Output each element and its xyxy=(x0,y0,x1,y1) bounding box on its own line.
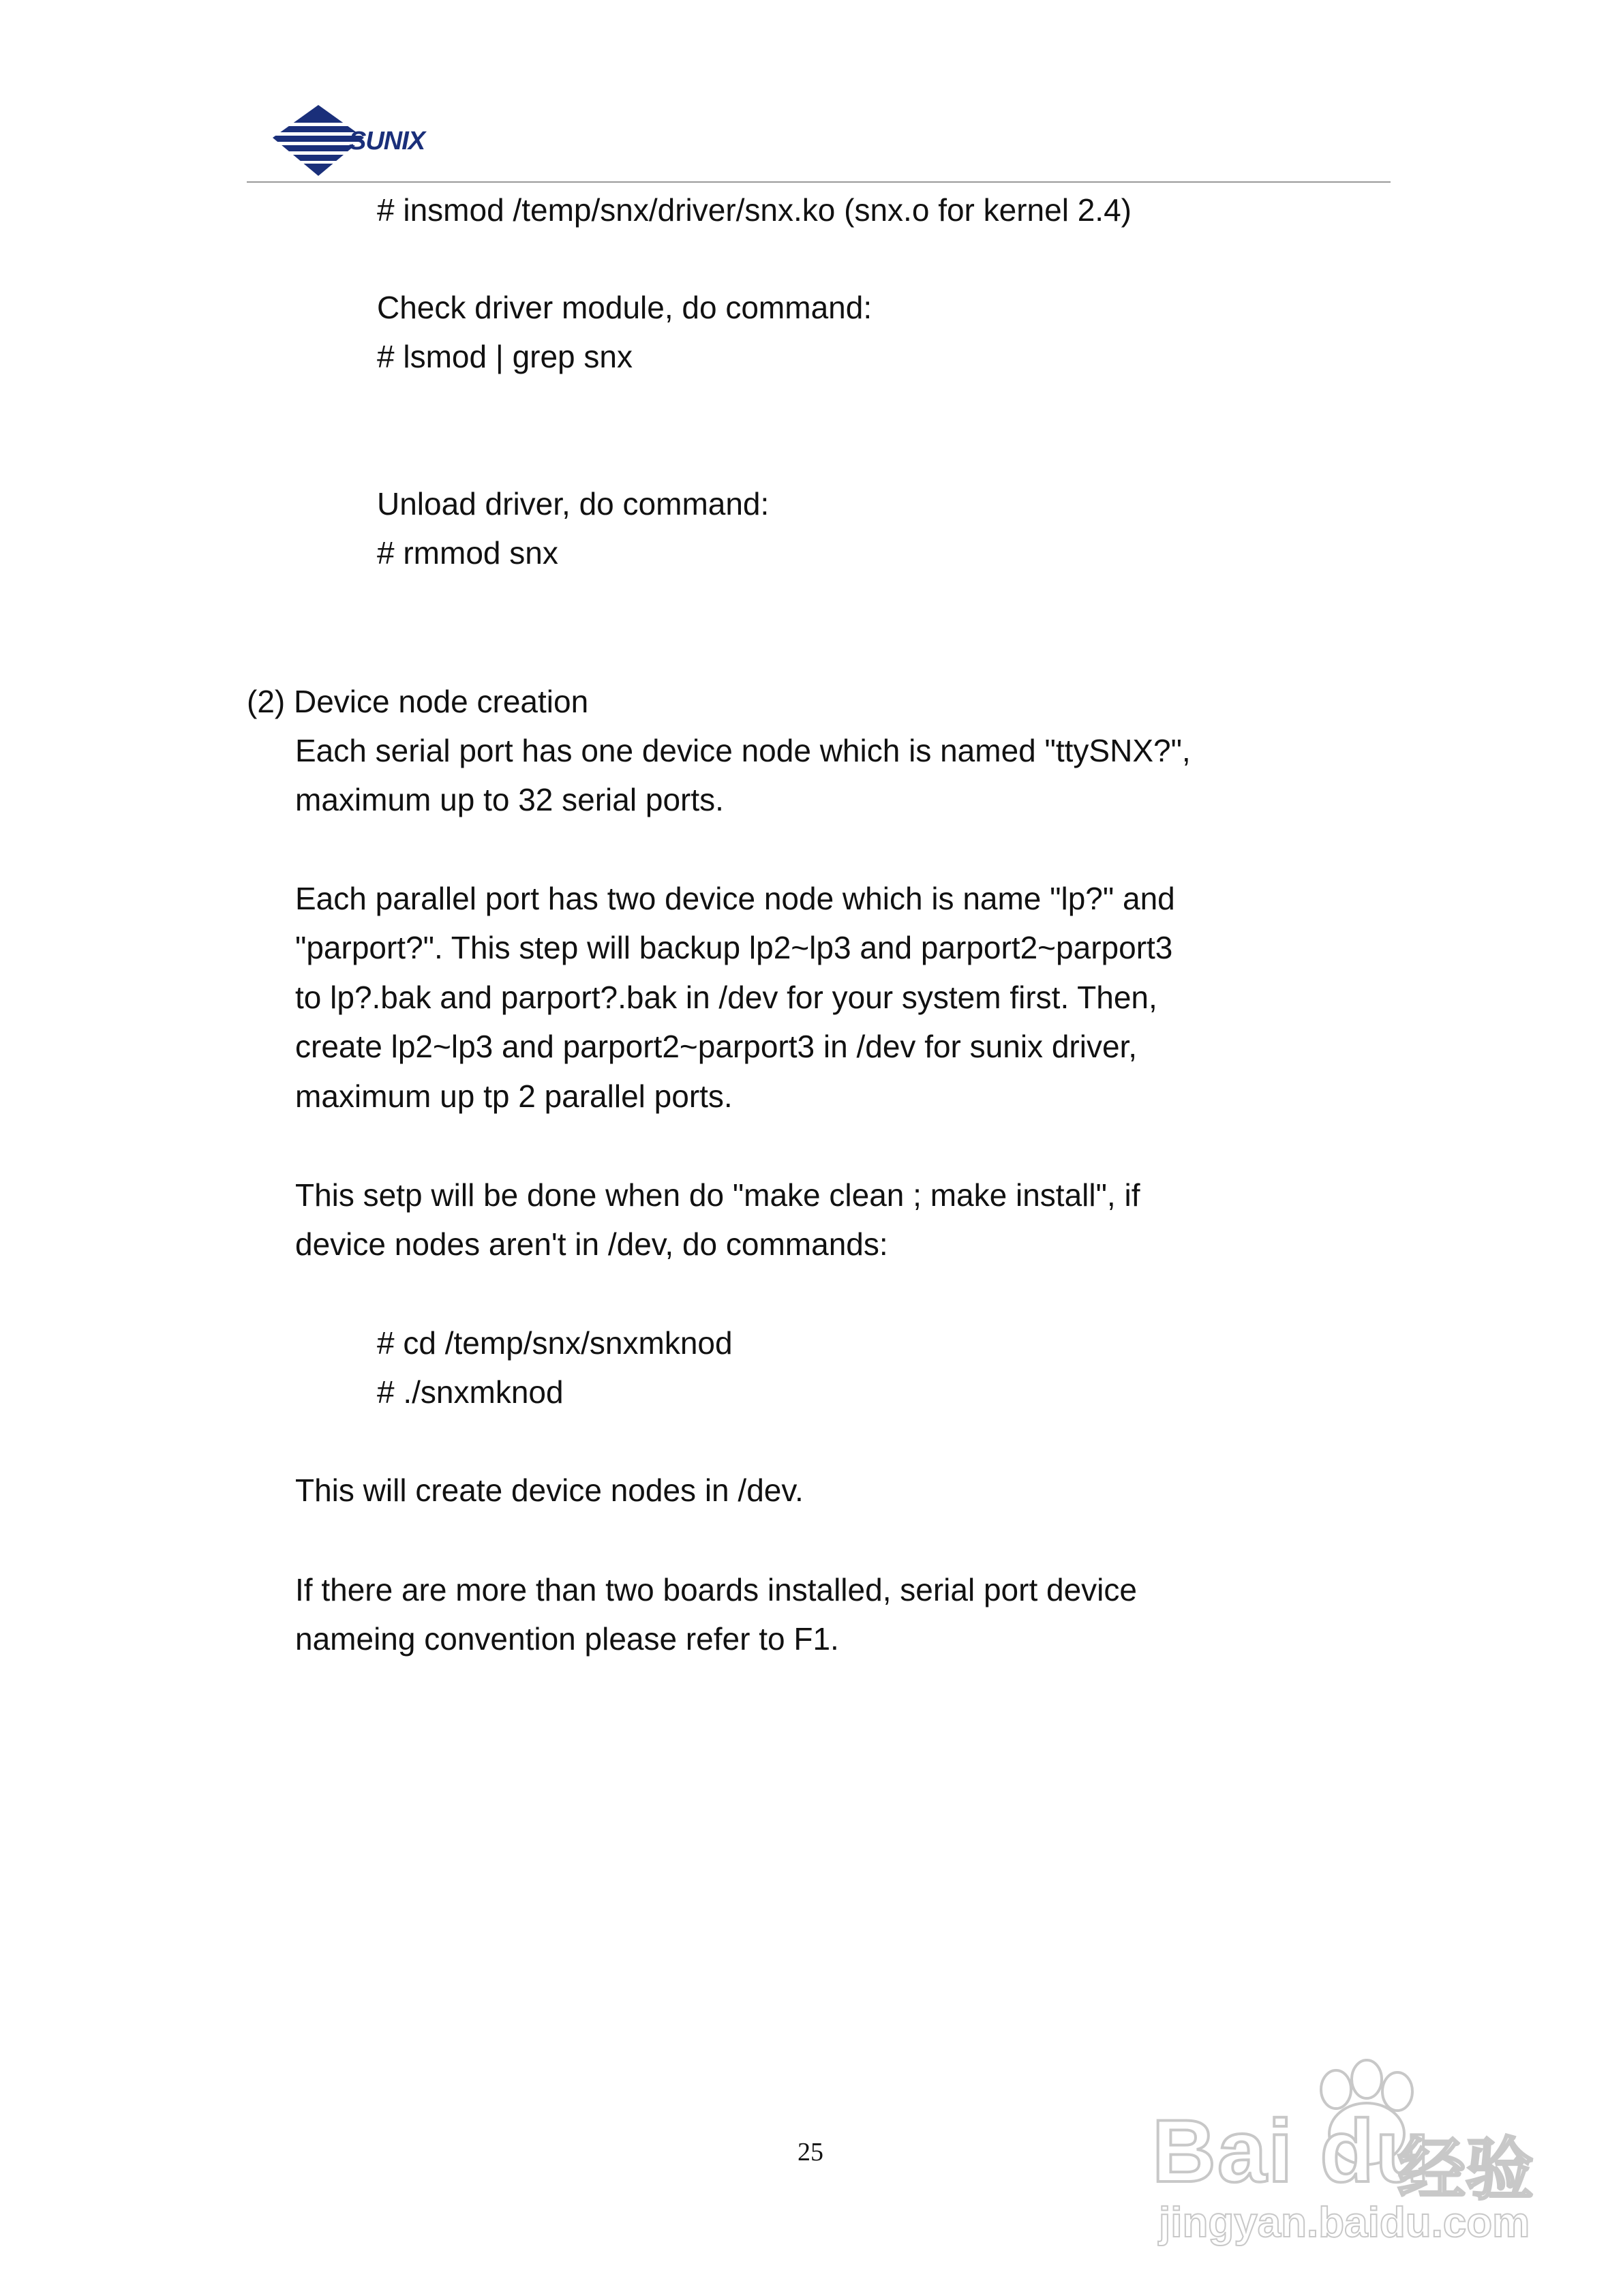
logo-wordmark: SUNIX xyxy=(349,127,425,155)
body-line: Unload driver, do command: xyxy=(377,486,770,522)
command-line: # ./snxmknod xyxy=(377,1374,564,1410)
body-line: create lp2~lp3 and parport2~parport3 in /dev for sunix driver, xyxy=(295,1029,1138,1064)
body-line: device nodes aren't in /dev, do commands: xyxy=(295,1226,888,1262)
header-divider xyxy=(247,181,1391,183)
body-line: # insmod /temp/snx/driver/snx.ko (snx.o for kernel 2.4) xyxy=(377,192,1132,228)
body-line: # lsmod | grep snx xyxy=(377,339,633,374)
page-number: 25 xyxy=(798,2138,823,2166)
body-line: "parport?". This step will backup lp2~lp3 and parport2~parport3 xyxy=(295,930,1173,965)
body-line: This will create device nodes in /dev. xyxy=(295,1472,804,1508)
body-line: maximum up to 32 serial ports. xyxy=(295,782,724,817)
watermark-url: jingyan.baidu.com xyxy=(1159,2199,1530,2246)
command-line: # cd /temp/snx/snxmknod xyxy=(377,1325,733,1361)
watermark-chinese: 经验 xyxy=(1397,2130,1534,2209)
section-heading: (2) Device node creation xyxy=(247,684,589,719)
body-line: to lp?.bak and parport?.bak in /dev for your system first. Then, xyxy=(295,980,1157,1015)
body-line: Check driver module, do command: xyxy=(377,290,873,325)
page-header xyxy=(247,102,1392,184)
body-line: nameing convention please refer to F1. xyxy=(295,1621,839,1657)
body-line: Each serial port has one device node which is named "ttySNX?", xyxy=(295,733,1191,768)
body-line: maximum up tp 2 parallel ports. xyxy=(295,1078,733,1114)
body-line: This setp will be done when do "make clean ; make install", if xyxy=(295,1177,1140,1213)
body-line: If there are more than two boards installed, serial port device xyxy=(295,1572,1137,1607)
body-line: # rmmod snx xyxy=(377,535,558,571)
baidu-watermark xyxy=(1152,2059,1547,2250)
watermark-brand: Bai du xyxy=(1152,2101,1431,2201)
body-line: Each parallel port has two device node which is name "lp?" and xyxy=(295,881,1175,916)
